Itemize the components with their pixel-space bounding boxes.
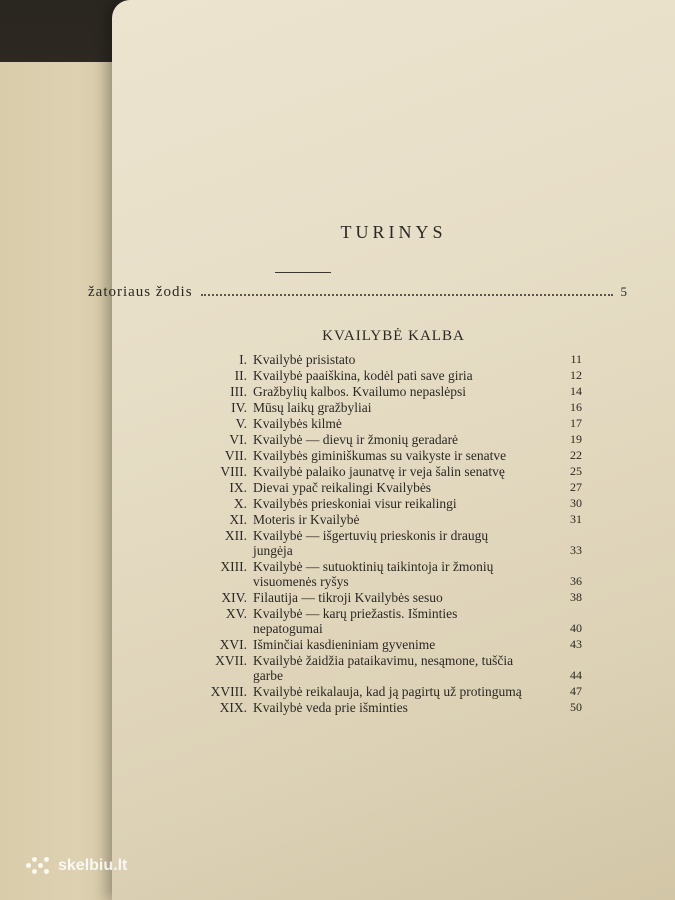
chapter-title: Kvailybė — karų priežastis. Išminties nepatogumai [253,606,458,636]
chapter-page: 47 [570,684,582,698]
chapter-title: Kvailybė paaiškina, kodėl pati save giria [253,368,473,383]
chapter-number: V. [235,416,247,431]
chapter-entry [112,464,582,479]
chapter-title: Gražbylių kalbos. Kvailumo nepaslėpsi [253,384,466,399]
chapter-number: XV. [225,606,247,621]
chapter-number: XIX. [219,700,247,715]
watermark-logo [26,856,127,876]
chapter-entry [112,684,582,699]
chapter-title: Kvailybės giminiškumas su vaikyste ir senatve [253,448,507,463]
chapter-number: VIII. [220,464,247,479]
chapter-page: 14 [570,384,582,398]
chapter-title: Kvailybė — išgertuvių prieskonis ir draugų jungėja [253,528,489,558]
chapter-number: XI. [229,512,247,527]
chapter-number: XVI. [219,637,247,652]
chapter-title: Kvailybė žaidžia pataikavimu, nesąmone, tuščia garbe [253,653,514,683]
chapter-page: 19 [570,432,582,446]
chapter-entry [112,432,582,447]
section-heading: KVAILYBĖ KALBA [322,328,465,344]
chapter-entry [112,416,582,431]
chapter-number: XVIII. [210,684,247,699]
chapter-page: 16 [570,400,582,414]
chapter-title: Kvailybės prieskoniai visur reikalingi [253,496,457,511]
chapter-page: 43 [570,637,582,651]
chapter-title: Kvailybė prisistato [253,352,356,367]
chapter-entry [112,653,582,683]
chapter-number: X. [233,496,247,511]
chapter-entry [112,480,582,495]
chapter-page: 22 [570,448,582,462]
chapter-entry [112,528,582,558]
chapter-title: Filautija — tikroji Kvailybės sesuo [253,590,443,605]
chapter-page: 33 [570,543,582,557]
chapter-title: Kvailybė palaiko jaunatvę ir veja šalin senatvę [253,464,505,479]
chapter-entry [112,700,582,715]
chapter-title: Išminčiai kasdieniniam gyvenime [253,637,436,652]
chapter-title: Kvailybė reikalauja, kad ją pagirtų už protingumą [253,684,522,699]
chapter-title: Moteris ir Kvailybė [253,512,360,527]
skelbiu-logo-icon [26,856,54,876]
chapter-number: XIII. [220,559,247,574]
chapter-entry [112,496,582,511]
preface-label: žatoriaus žodis [88,284,193,300]
leader-dots [201,294,613,296]
chapter-page: 50 [570,700,582,714]
chapter-page: 12 [570,368,582,382]
chapter-title: Dievai ypač reikalingi Kvailybės [253,480,432,495]
chapter-page: 25 [570,464,582,478]
chapter-number: I. [239,352,247,367]
chapter-number: II. [234,368,247,383]
chapter-title: Kvailybės kilmė [253,416,342,431]
chapter-entry [112,606,582,636]
chapter-entry [112,512,582,527]
chapter-number: III. [230,384,247,399]
chapter-title: Kvailybė veda prie išminties [253,700,408,715]
chapter-page: 40 [570,621,582,635]
chapter-number: XIV. [221,590,247,605]
chapter-number: XVII. [215,653,247,668]
chapter-title: Mūsų laikų gražbyliai [253,400,372,415]
chapter-page: 11 [570,352,582,366]
chapter-entry [112,637,582,652]
chapter-number: IX. [229,480,247,495]
chapter-number: VI. [229,432,247,447]
chapter-page: 38 [570,590,582,604]
title-rule [275,272,331,273]
chapter-page: 17 [570,416,582,430]
underlying-page [0,62,130,900]
chapter-entry [112,559,582,589]
chapter-page: 36 [570,574,582,588]
chapter-page: 31 [570,512,582,526]
chapter-entry [112,590,582,605]
chapter-list [112,352,582,716]
chapter-page: 30 [570,496,582,510]
chapter-page: 44 [570,668,582,682]
chapter-entry [112,400,582,415]
preface-entry [88,284,628,301]
preface-page: 5 [620,284,628,299]
chapter-entry [112,368,582,383]
chapter-number: IV. [231,400,247,415]
chapter-entry [112,448,582,463]
chapter-number: XII. [224,528,247,543]
chapter-entry [112,352,582,367]
chapter-page: 27 [570,480,582,494]
chapter-entry [112,384,582,399]
chapter-number: VII. [224,448,247,463]
page-title: TURINYS [340,222,447,242]
chapter-title: Kvailybė — dievų ir žmonių geradarė [253,432,459,447]
chapter-title: Kvailybė — sutuoktinių taikintoja ir žmonių visuomenės ryšys [253,559,494,589]
watermark-text: skelbiu.lt [58,857,128,874]
